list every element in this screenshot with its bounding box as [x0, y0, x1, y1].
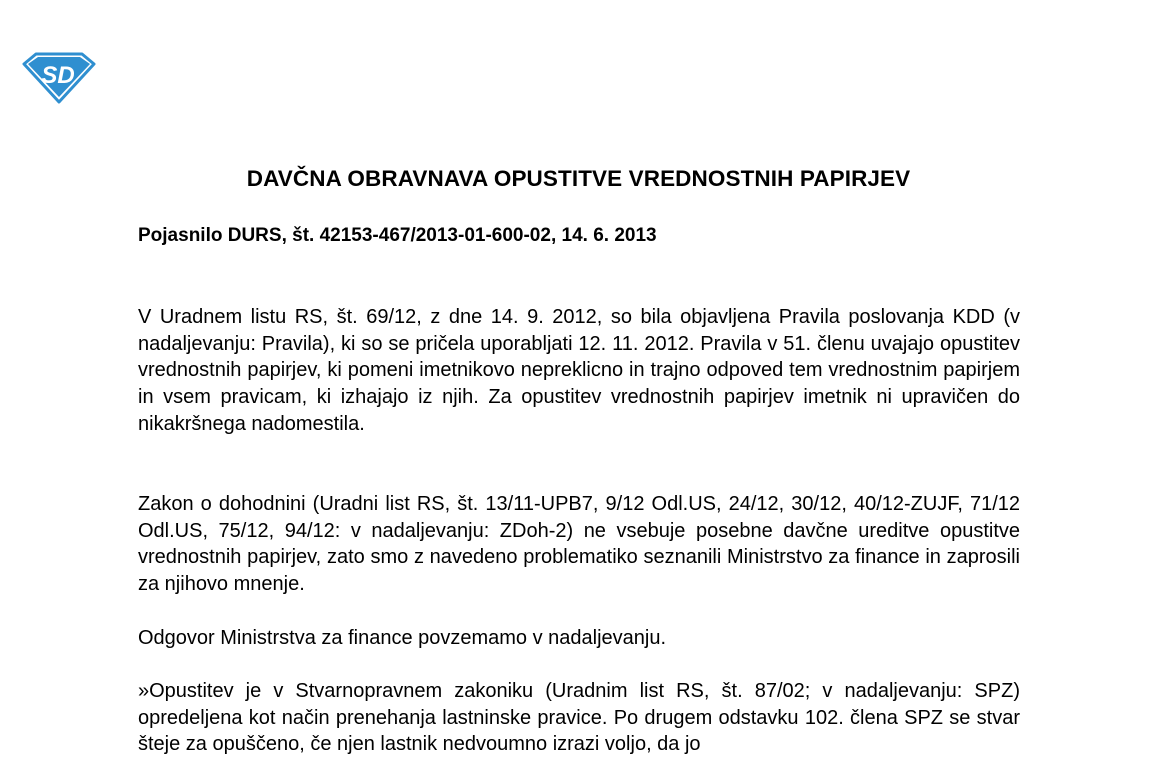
logo-text: SD	[41, 62, 75, 89]
paragraph: V Uradnem listu RS, št. 69/12, z dne 14. 9. 2012, so bila objavljena Pravila poslovanja KDD (v nadaljevanju: Pravila), ki so se pričela uporabljati 12. 11. 2012. Pravila v 51. členu uvajajo opustitev vrednostnih papirjev, ki pomeni imetnikovo nepreklicno in trajno odpoved tem vrednostnim papirjem in vsem pravicam, ki izhajajo iz njih. Za opustitev vrednostnih papirjev imetnik ni upravičen do nikakršnega nadomestila.	[138, 306, 1020, 435]
company-logo	[22, 50, 96, 104]
paragraph: Zakon o dohodnini (Uradni list RS, št. 13/11-UPB7, 9/12 Odl.US, 24/12, 30/12, 40/12-ZUJF, 71/12 Odl.US, 75/12, 94/12: v nadaljevanju: ZDoh-2) ne vsebuje posebne davčne ureditve opustitve vrednostnih papirjev, zato smo z navedeno problematiko seznanili Ministrstvo za finance in zaprosili za njihovo mnenje.	[138, 493, 1020, 596]
sd-shield-icon	[22, 50, 96, 104]
paragraph: »Opustitev je v Stvarnopravnem zakoniku (Uradnim list RS, št. 87/02; v nadaljevanju: SPZ) opredeljena kot način prenehanja lastninske pravice. Po drugem odstavku 102. člena SPZ se stvar šteje za opuščeno, če njen lastnik nedvoumno izrazi voljo, da jo	[138, 680, 1020, 756]
paragraph: Odgovor Ministrstva za finance povzemamo v nadaljevanju.	[138, 627, 667, 649]
document-subtitle: Pojasnilo DURS, št. 42153-467/2013-01-600-02, 14. 6. 2013	[138, 225, 657, 246]
document-title: DAVČNA OBRAVNAVA OPUSTITVE VREDNOSTNIH PAPIRJEV	[246, 166, 911, 191]
